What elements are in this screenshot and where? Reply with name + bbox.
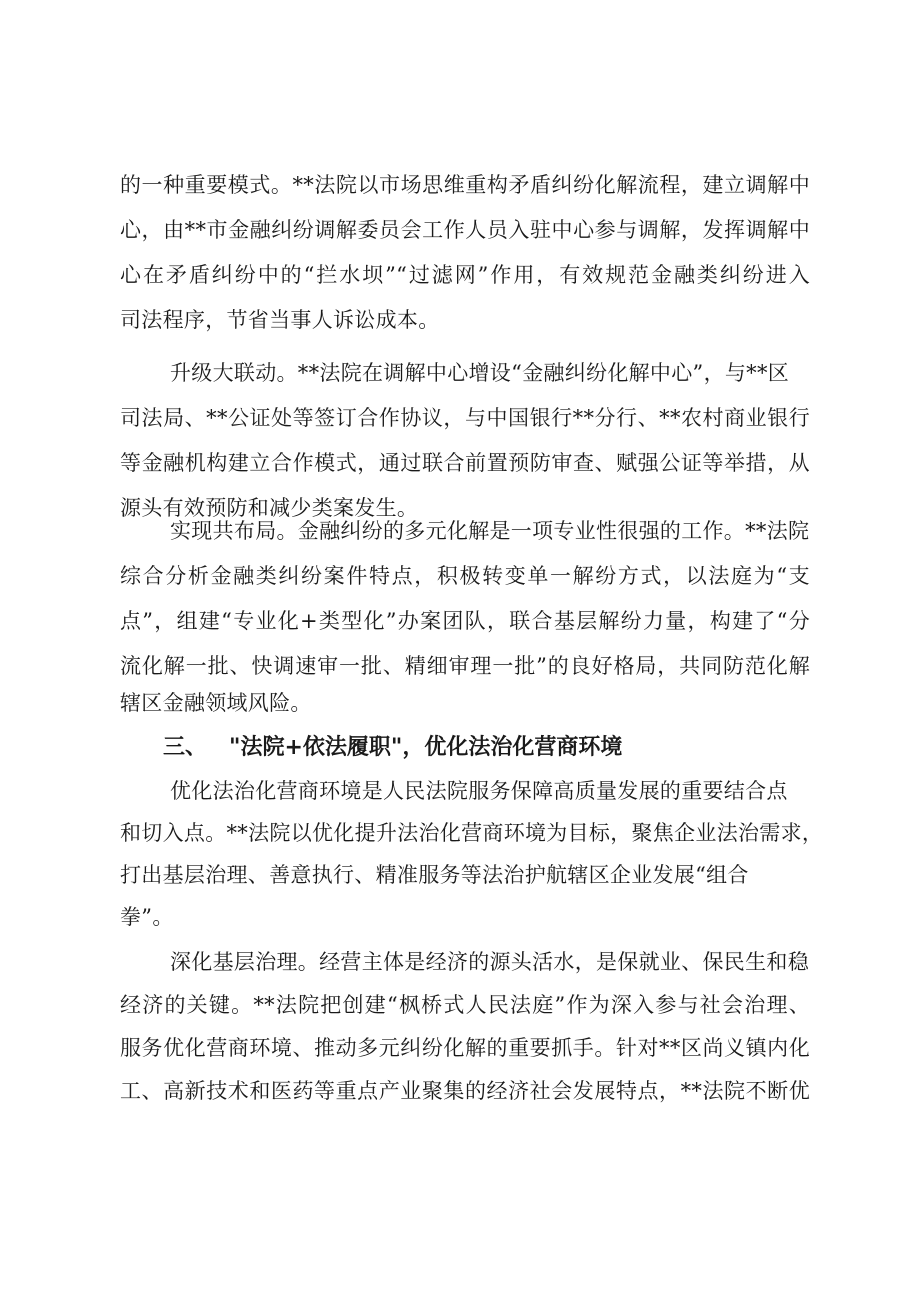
paragraph-line: 深化基层治理。经营主体是经济的源头活水，是保就业、保民生和稳 (170, 950, 809, 974)
paragraph-line: 实现共布局。金融纠纷的多元化解是一项专业性很强的工作。**法院 (170, 519, 810, 543)
paragraph-line: 拳”。 (120, 905, 174, 929)
paragraph-line: 等金融机构建立合作模式，通过联合前置预防审查、赋强公证等举措，从 (120, 451, 810, 475)
paragraph-line: 司法局、**公证处等签订合作协议，与中国银行**分行、**农村商业银行 (120, 406, 810, 430)
paragraph-line: 源头有效预防和减少类案发生。 (120, 496, 419, 520)
paragraph-line: 司法程序，节省当事人诉讼成本。 (120, 308, 440, 332)
section-number: 三、 (163, 735, 208, 760)
paragraph-line: 流化解一批、快调速审一批、精细审理一批”的良好格局，共同防范化解 (120, 654, 810, 678)
section-title: "法院+依法履职"，优化法治化营商环境 (229, 735, 623, 760)
paragraph-line: 心，由**市金融纠纷调解委员会工作人员入驻中心参与调解，发挥调解中 (120, 218, 810, 242)
paragraph-line: 打出基层治理、善意执行、精准服务等法治护航辖区企业发展“组合 (120, 863, 749, 887)
paragraph-line: 的一种重要模式。**法院以市场思维重构矛盾纠纷化解流程，建立调解中 (120, 173, 810, 197)
paragraph-line: 优化法治化营商环境是人民法院服务保障高质量发展的重要结合点 (170, 779, 788, 803)
paragraph-line: 辖区金融领域风险。 (120, 691, 312, 715)
paragraph-line: 升级大联动。**法院在调解中心增设“金融纠纷化解中心”，与**区 (170, 361, 790, 385)
paragraph-line: 经济的关键。**法院把创建“枫桥式人民法庭”作为深入参与社会治理、 (120, 993, 810, 1017)
paragraph-line: 和切入点。**法院以优化提升法治化营商环境为目标，聚焦企业法治需求， (120, 821, 824, 845)
paragraph-line: 点”，组建“专业化+类型化”办案团队，联合基层解纷力量，构建了“分 (120, 609, 810, 633)
paragraph-line: 综合分析金融类纠纷案件特点，积极转变单一解纷方式，以法庭为“支 (120, 564, 810, 588)
section-heading (163, 730, 622, 766)
paragraph-line: 服务优化营商环境、推动多元纠纷化解的重要抓手。针对**区尚义镇内化 (120, 1036, 810, 1060)
paragraph-line: 工、高新技术和医药等重点产业聚集的经济社会发展特点，**法院不断优 (120, 1079, 810, 1103)
paragraph-line: 心在矛盾纠纷中的“拦水坝”“过滤网”作用，有效规范金融类纠纷进入 (120, 263, 810, 287)
